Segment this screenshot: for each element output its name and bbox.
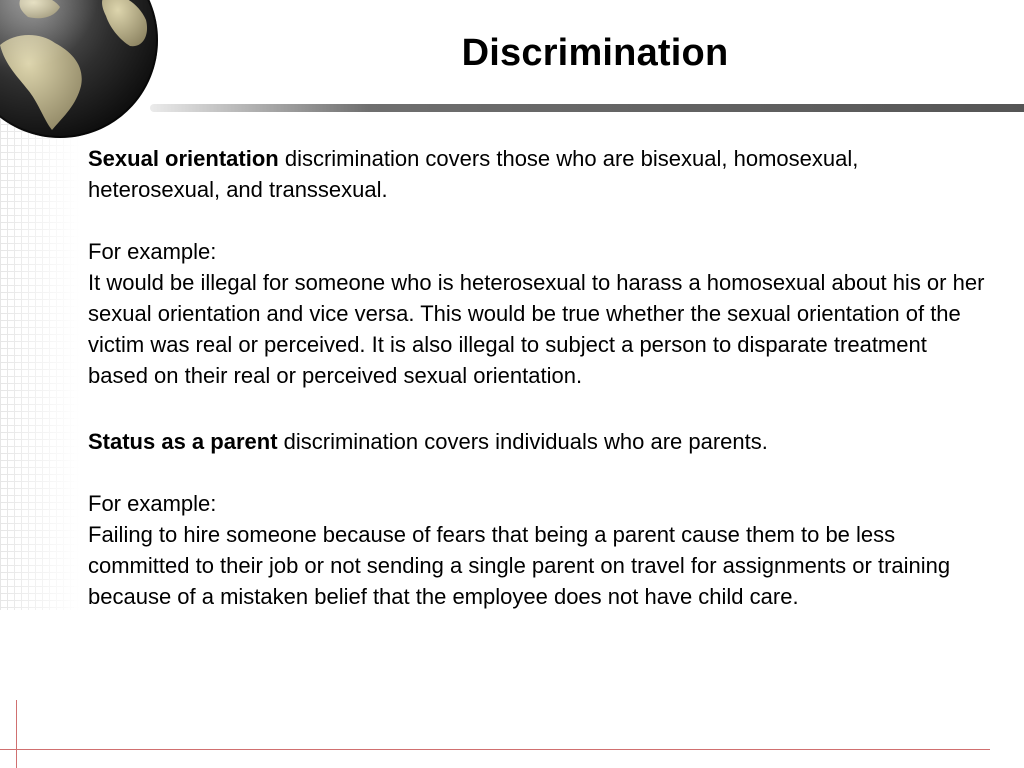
definition-text: discrimination covers those who are bisexual, homosexual, heterosexual, and transsexual. bbox=[88, 146, 859, 202]
header-rule bbox=[150, 104, 1024, 112]
globe-icon bbox=[0, 0, 160, 140]
term-sexual-orientation: Sexual orientation bbox=[88, 146, 279, 171]
section-parent-status-definition bbox=[88, 426, 988, 457]
accent-line-horizontal bbox=[0, 749, 990, 750]
definition-text: discrimination covers individuals who are parents. bbox=[277, 429, 768, 454]
term-status-as-parent: Status as a parent bbox=[88, 429, 278, 454]
accent-line-vertical bbox=[16, 700, 17, 768]
example-text: Failing to hire someone because of fears that being a parent cause them to be less committed to their job or not sending a single parent on travel for assignments or training because of a mistaken belief that the employee does not have child care. bbox=[88, 522, 951, 609]
example-label: For example: bbox=[88, 239, 217, 264]
section-sexual-orientation-definition bbox=[88, 143, 988, 205]
example-label: For example: bbox=[88, 491, 217, 516]
example-text: It would be illegal for someone who is heterosexual to harass a homosexual about his or her sexual orientation and vice versa. This would be true whether the sexual orientation of the victim was real or perceived. It is also illegal to subject a person to disparate treatment based on their real or perceived sexual orientation. bbox=[88, 270, 985, 388]
grid-background bbox=[0, 110, 80, 610]
slide-title: Discrimination bbox=[461, 32, 729, 74]
slide-body bbox=[88, 143, 988, 612]
